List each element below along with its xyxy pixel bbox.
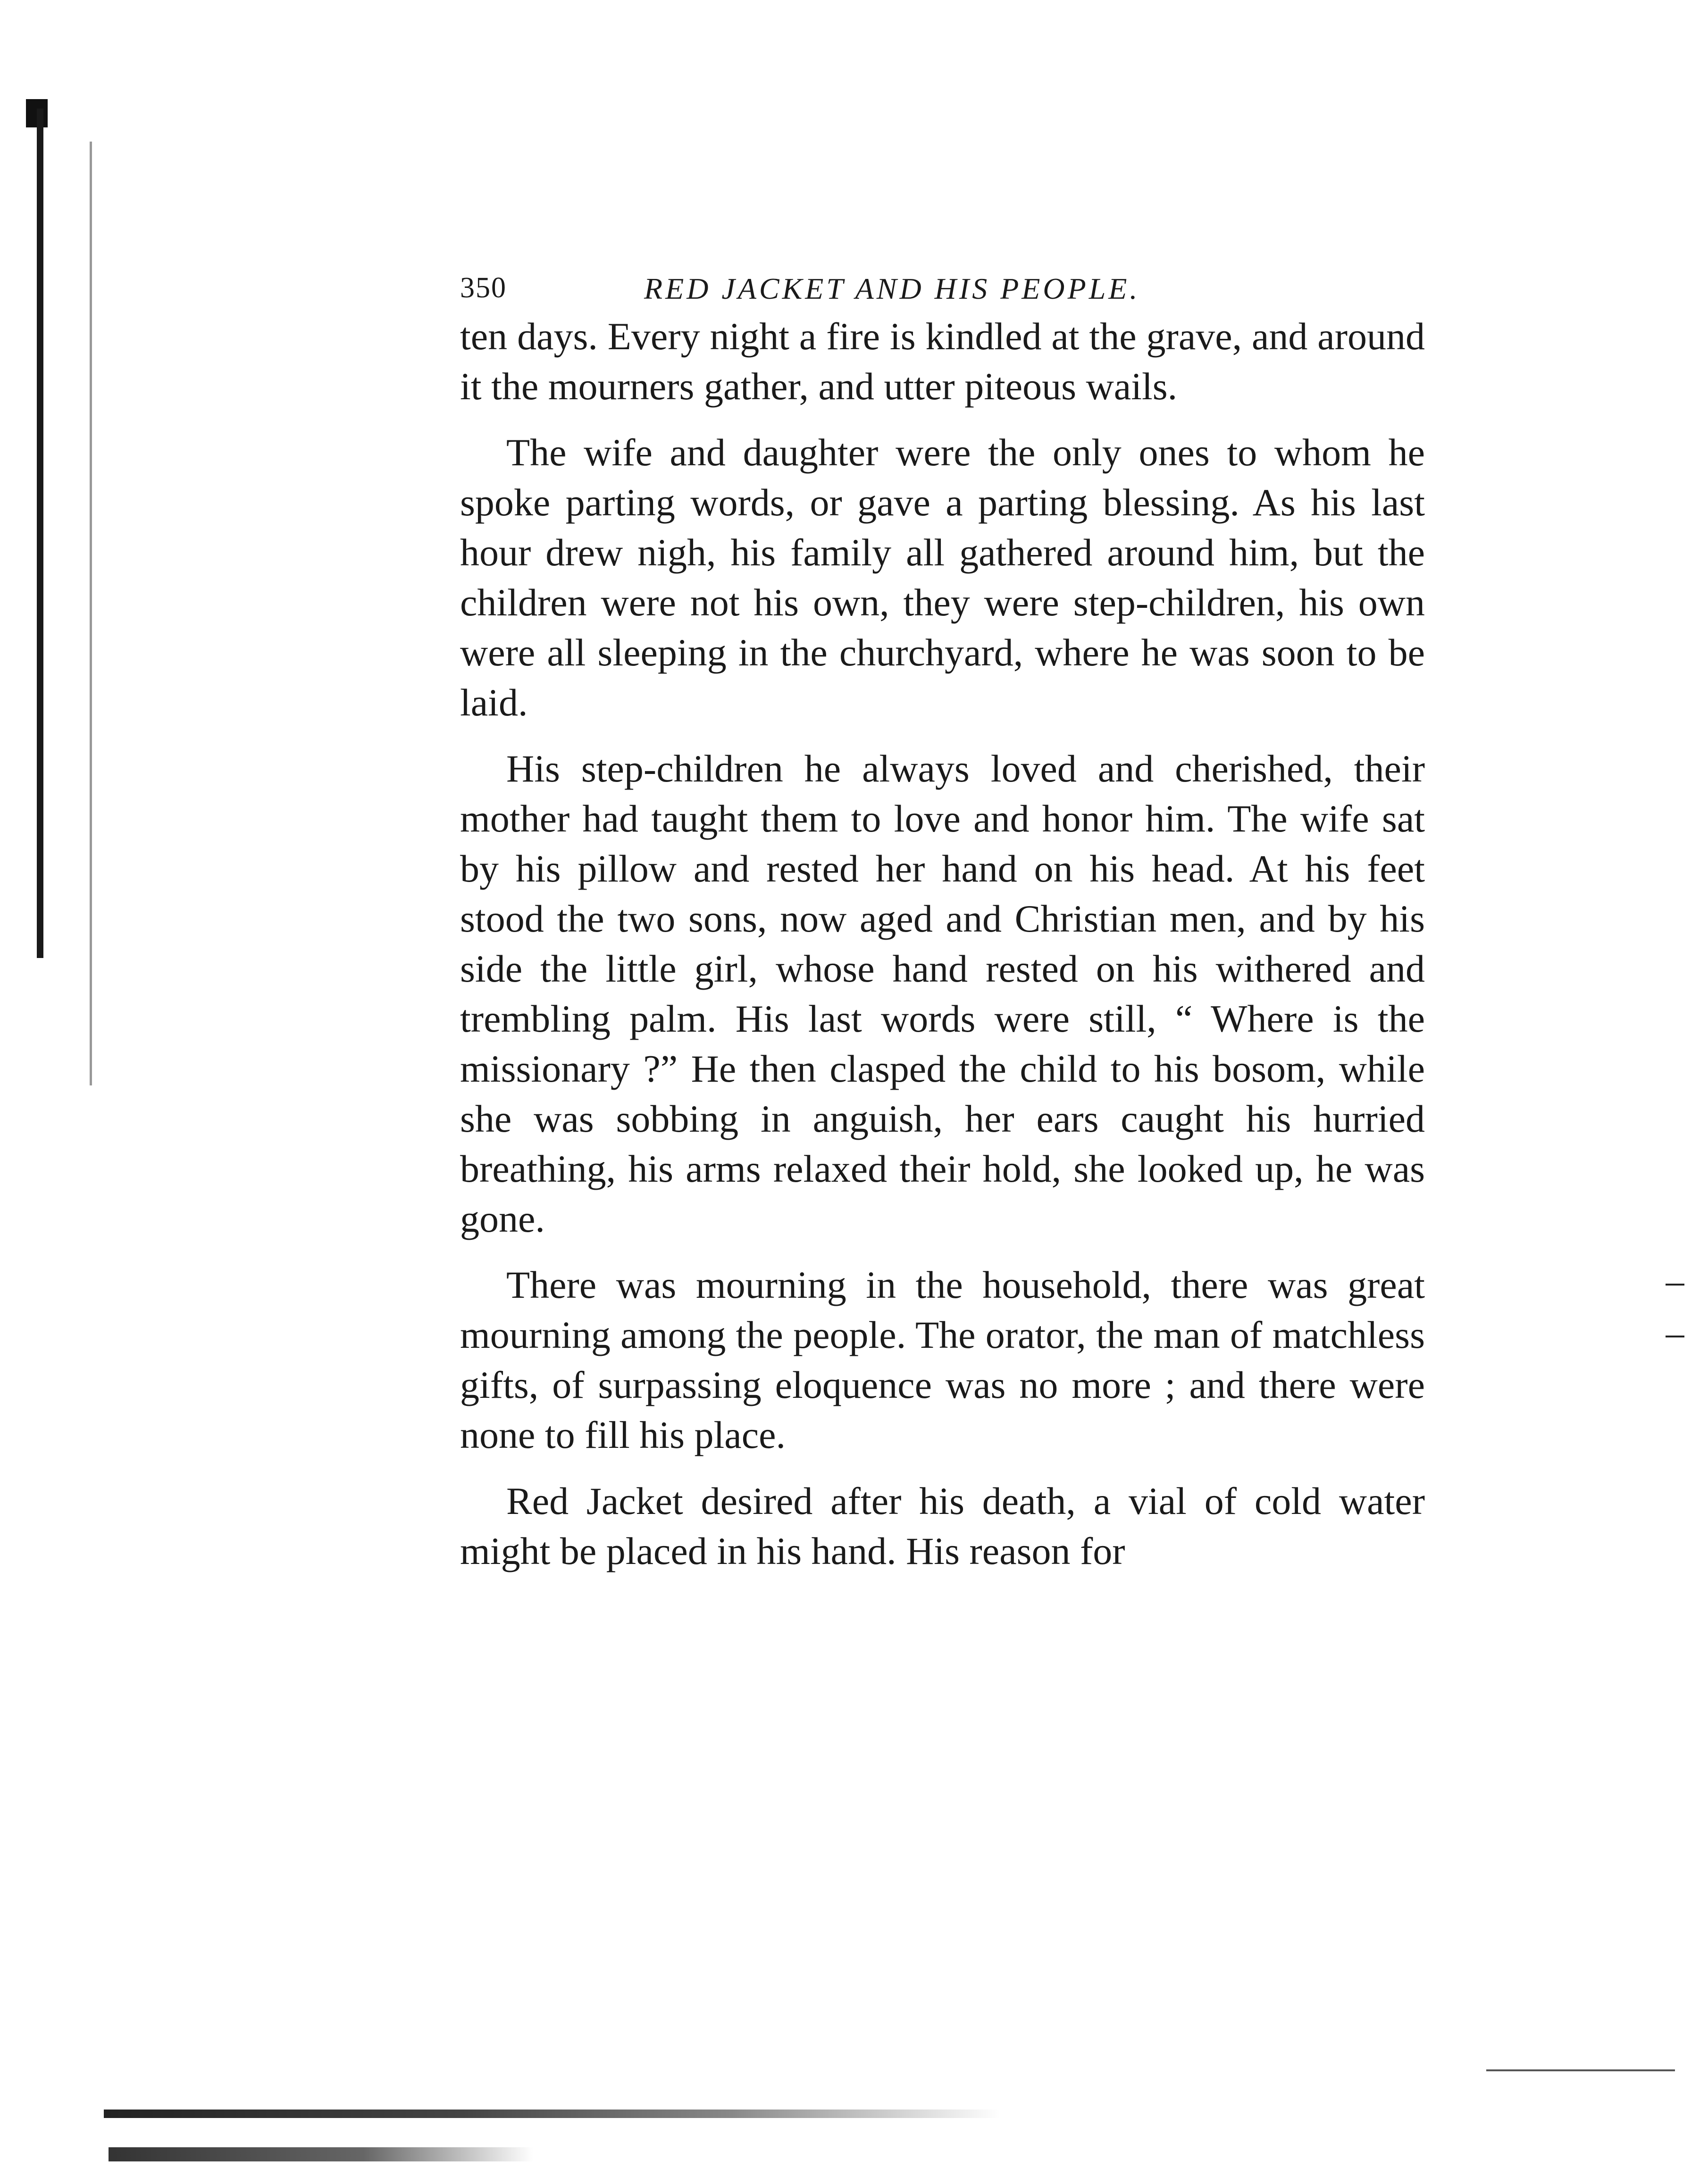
binding-shadow-line [90, 142, 92, 1085]
running-head: RED JACKET AND HIS PEOPLE. [644, 272, 1140, 305]
margin-dash-mark [1666, 1284, 1684, 1286]
paragraph: The wife and daughter were the only ones to whom he spoke parting words, or gave a parting blessing. As his last hour drew nigh, his family all gathered around him, but the children were not his own, they were step-children, his own were all sleeping in the churchyard, where he was soon to be laid. [460, 431, 1425, 724]
paragraph: There was mourning in the household, there was great mourning among the people. The orator, the man of matchless gifts, of surpassing eloquence was no more ; and there were none to fill his place. [460, 1263, 1425, 1456]
bottom-scan-smudge [1486, 2069, 1675, 2071]
paragraph: ten days. Every night a fire is kindled at the grave, and around it the mourners gather, and utter piteous wails. [460, 315, 1425, 408]
paragraph: His step-children he always loved and cherished, their mother had taught them to love and honor him. The wife sat by his pillow and rested her hand on his head. At his feet stood the two sons, now aged and Christian men, and by his side the little girl, whose hand rested on his withered and trembling palm. His last words were still, “ Where is the missionary ?” He then clasped the child to his bosom, while she was sobbing in anguish, her ears caught his hurried breathing, his arms relaxed their hold, she looked up, he was gone. [460, 747, 1425, 1240]
paragraph: Red Jacket desired after his death, a vial of cold water might be placed in his hand. His reason for [460, 1479, 1425, 1572]
bottom-scan-smudge [109, 2147, 533, 2161]
margin-dash-mark [1666, 1336, 1684, 1337]
body-text [460, 311, 1425, 1592]
page-number: 350 [460, 272, 507, 304]
binding-edge-line [37, 109, 43, 958]
bottom-scan-smudge [104, 2110, 1000, 2118]
